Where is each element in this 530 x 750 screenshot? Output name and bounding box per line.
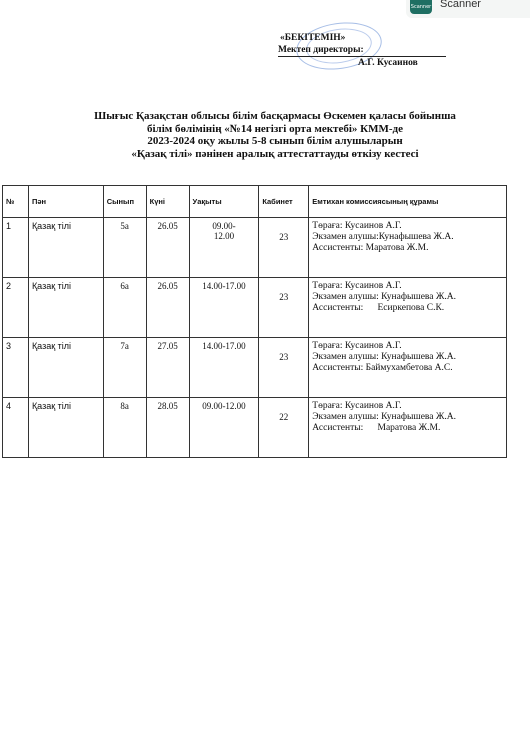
table-row [3,218,507,278]
row-date: 26.05 [146,218,189,278]
header-subject: Пән [28,186,103,218]
commission-examiner: Экзамен алушы: Кунафышева Ж.А. [312,352,457,362]
heading-line-4: «Қазақ тілі» пәнінен аралық аттестаттауды өткізу кестесі [131,147,419,160]
row-date: 27.05 [146,338,189,398]
row-subject: Қазақ тілі [28,278,103,338]
document-heading [40,110,510,160]
commission-assistant: Ассистенты: Маратова Ж.М. [312,243,429,253]
row-subject: Қазақ тілі [28,338,103,398]
header-room: Кабинет [259,186,309,218]
commission-assistant: Ассистенты: Маратова Ж.М. [312,423,441,433]
row-time: 14.00-17.00 [189,278,259,338]
row-number: 2 [3,278,29,338]
row-number: 1 [3,218,29,278]
header-commission: Емтихан комиссиясының құрамы [309,186,507,218]
heading-line-1: Шығыс Қазақстан облысы білім басқармасы Өскемен қаласы бойынша [94,110,456,122]
approval-title: «БЕКІТЕМІН» [280,33,346,43]
scanner-app-badge [406,0,530,18]
table-row [3,338,507,398]
row-room: 22 [259,398,309,458]
commission-examiner: Экзамен алушы: Кунафышева Ж.А. [312,292,457,302]
header-date: Күні [146,186,189,218]
header-grade: Сынып [103,186,146,218]
row-room: 23 [259,338,309,398]
commission-examiner: Экзамен алушы:Кунафышева Ж.А. [312,232,454,242]
header-time: Уақыты [189,186,259,218]
row-number: 3 [3,338,29,398]
row-grade: 7а [103,338,146,398]
row-number: 4 [3,398,29,458]
commission-assistant: Ассистенты: Баймухамбетова А.С. [312,363,453,373]
scanner-label: Scanner [440,0,481,10]
exam-schedule-table [2,185,507,458]
table-header-row [3,186,507,218]
row-commission [309,218,507,278]
approval-position: Мектеп директоры: [278,45,364,55]
row-room: 23 [259,278,309,338]
row-time: 09.00- 12.00 [189,218,259,278]
row-commission [309,338,507,398]
header-number: № [3,186,29,218]
row-time: 14.00-17.00 [189,338,259,398]
table-row [3,398,507,458]
table-row [3,278,507,338]
commission-chair: Төраға: Кусаинов А.Г. [312,341,402,351]
row-subject: Қазақ тілі [28,398,103,458]
commission-assistant: Ассистенты: Есиркепова С.К. [312,303,445,313]
row-grade: 8а [103,398,146,458]
row-date: 28.05 [146,398,189,458]
row-subject: Қазақ тілі [28,218,103,278]
row-grade: 5а [103,218,146,278]
row-grade: 6а [103,278,146,338]
commission-chair: Төраға: Кусаинов А.Г. [312,281,402,291]
commission-chair: Төраға: Кусаинов А.Г. [312,401,402,411]
row-commission [309,398,507,458]
heading-line-2: білім бөлімінің «№14 негізгі орта мектебі» КММ-де [147,122,403,135]
row-commission [309,278,507,338]
row-date: 26.05 [146,278,189,338]
scanner-logo-icon: Scanner [410,0,432,14]
commission-chair: Төраға: Кусаинов А.Г. [312,221,402,231]
approval-block [278,32,418,69]
row-time: 09.00-12.00 [189,398,259,458]
signature-line [278,56,446,57]
row-room: 23 [259,218,309,278]
approval-name: А.Г. Кусаинов [358,58,418,68]
heading-line-3: 2023-2024 оқу жылы 5-8 сынып білім алушыларын [147,135,403,147]
commission-examiner: Экзамен алушы: Кунафышева Ж.А. [312,412,457,422]
